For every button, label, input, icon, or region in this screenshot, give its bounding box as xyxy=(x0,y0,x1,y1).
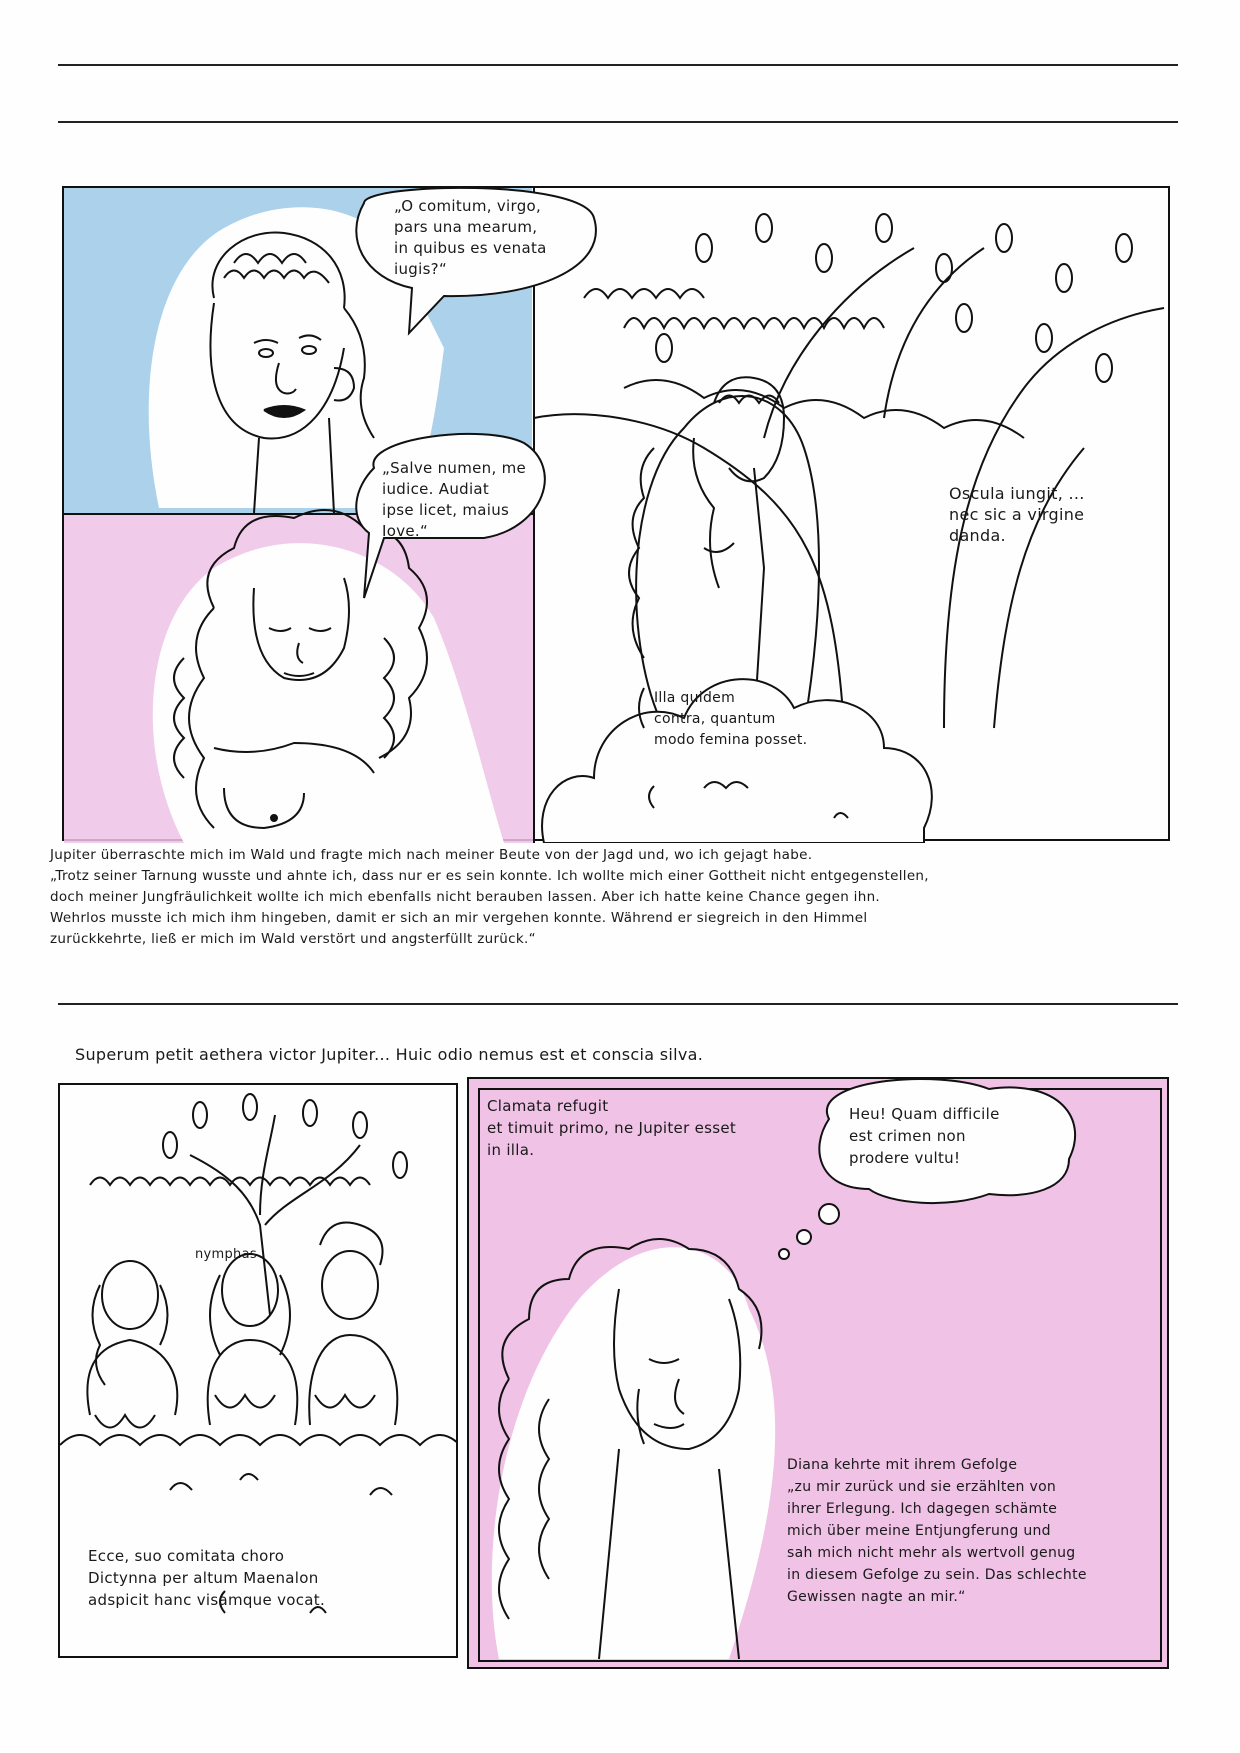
top-rule-1 xyxy=(58,64,1178,66)
bush-narration: Illa quidem contra, quantum modo femina posset. xyxy=(654,690,808,748)
panel-callisto-alone xyxy=(467,1077,1169,1669)
callisto-alone-caption: Diana kehrte mit ihrem Gefolge „zu mir zurück und sie erzählten von ihrer Erlegung. Ich dagegen schämte mich über meine Entjungferung und sah mich nicht mehr als wertvoll genug in diesem Gefolge zu sein. Das schlechte Gewissen nagte an mir.“ xyxy=(787,1457,1087,1605)
nymph-middle xyxy=(208,1254,297,1425)
bottom-heading: Superum petit aethera victor Jupiter... Huic odio nemus est et conscia silva. xyxy=(75,1045,704,1064)
couple-embracing xyxy=(629,377,819,728)
panel-nymphs xyxy=(58,1083,458,1658)
nymph-left xyxy=(87,1261,177,1428)
top-caption: Jupiter überraschte mich im Wald und fragte mich nach meiner Beute von der Jagd und, wo ich gejagt habe. „Trotz seiner Tarnung wusste und ahnte ich, dass nur er es sein konnte. Ich wollte mich einer Gottheit nicht entgegenstellen, doch meiner Jungfräulichkeit wollte ich mich ebenfalls nicht berauben lassen. Aber ich hatte keine Chance gegen ihn. Wehrlos musste ich mich ihm hingeben, damit er sich an mir vergehen konnte. Während er siegreich in den Himmel zurückkehrte, ließ er mich im Wald verstört und angsterfüllt zurück.“ xyxy=(50,847,929,947)
middle-rule xyxy=(58,1003,1178,1005)
nymphas-label: nymphas xyxy=(195,1247,257,1262)
callisto-alone-narration: Clamata refugit et timuit primo, ne Jupiter esset in illa. xyxy=(487,1097,737,1159)
callisto-speech-text: „Salve numen, me iudice. Audiat ipse licet, maius Iove.“ xyxy=(382,459,527,540)
thought-text: Heu! Quam difficile est crimen non prodere vultu! xyxy=(849,1105,1000,1167)
jupiter-speech-text: „O comitum, virgo, pars una mearum, in quibus es venata iugis?“ xyxy=(394,197,547,278)
top-rule-2 xyxy=(58,121,1178,123)
top-comic-strip xyxy=(62,186,1170,841)
nymph-right xyxy=(309,1223,397,1426)
forest-tree xyxy=(534,214,1164,728)
forest-narration: Oscula iungit, ... nec sic a virgine danda. xyxy=(949,484,1085,545)
nymphs-narration: Ecce, suo comitata choro Dictynna per altum Maenalon adspicit hanc visamque vocat. xyxy=(88,1547,326,1609)
